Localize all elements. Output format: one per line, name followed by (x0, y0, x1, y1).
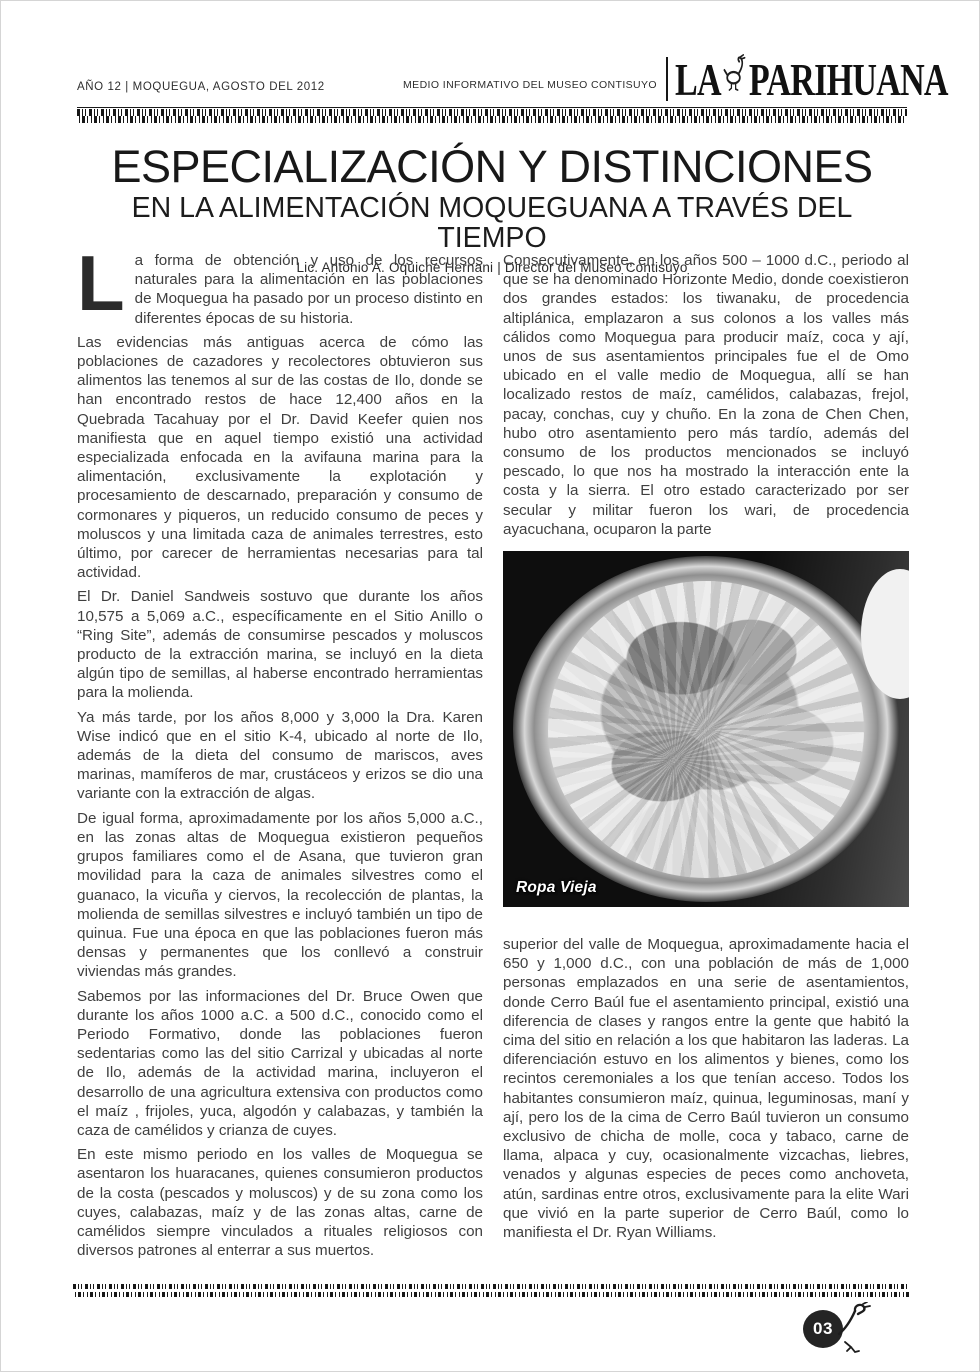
paragraph: En este mismo periodo en los valles de Moquegua se asentaron los huaracanes, quienes consumieron productos de la costa (pescados y moluscos) y de su zona como los cuyes, calabazas, maíz y de las zonas altas, carne de camélidos siempre vinculados a rituales religiosos con diversos patrones al enterrar a sus muertos. (77, 1146, 483, 1260)
article-body (77, 239, 909, 1265)
decorative-border-bottom (73, 1282, 909, 1299)
right-column (503, 251, 909, 1265)
masthead-divider (666, 57, 668, 101)
paragraph: superior del valle de Moquegua, aproximadamente hacia el 650 y 1,000 d.C., con una población de más de 1,000 personas emplazados en una serie de asentamientos, donde Cerro Baúl fue el asentamiento principal, existió una diferencia de clases y rangos entre la gente que habitó la cima del sitio en relación a los que habitaron las laderas. La diferenciación estuvo en los alimentos y bienes, como los recintos ceremoniales a los que tenían acceso. Todos los habitantes consumieron maíz, quinua, leguminosas, maní y ají, pero los de la cima de Cerro Baúl tuvieron un consumo exclusivo de chicha de molle, coca y tabaco, carne de llama, alpaca y cuy, ocasionalmente vizcachas, liebres, venados y algunas especies de peces como anchoveta, atún, sardinas entre otros, exclusivamente para la elite Wari que vivió en la parte superior de Cerro Baúl, como lo manifiesta el Dr. Ryan Williams. (503, 936, 909, 1242)
parihuana-bird-icon (722, 53, 747, 99)
masthead-la: LA (675, 54, 721, 105)
paragraph: Sabemos por las informaciones del Dr. Bruce Owen que durante los años 1000 a.C. a 500 d.C., conocido como el Periodo Formativo, donde las poblaciones fueron sedentarias como las del sitio Carrizal y ubicadas al norte de Ilo, además de la actividad marina, incluyeron el desarrollo de una agricultura extensiva con productos como el maíz , frijoles, yuca, algodón y calabazas, y también la caza de camélidos y crianza de cuyes. (77, 987, 483, 1139)
photo-caption: Ropa Vieja (516, 879, 597, 897)
paragraph: De igual forma, aproximadamente por los años 5,000 a.C., en las zonas altas de Moquegua existieron pequeños grupos familiares como el de Asana, que tuvieron gran movilidad para la caza de animales silvestres como el guanaco, la vicuña y ciervos, la recolección de plantas, la molienda de semillas silvestres e incluyó también un tipo de quinua. Fue una época en que las poblaciones fueron más densas y permanentes que los conllevó a construir viviendas más grandes. (77, 809, 483, 981)
ropa-vieja-photo (503, 551, 909, 907)
footer-bird-icon (833, 1302, 875, 1361)
page-header (77, 53, 948, 105)
paragraph (77, 239, 483, 328)
glass-plate (513, 556, 899, 901)
masthead-group (403, 53, 948, 105)
left-column (77, 239, 483, 1265)
article-subtitle: EN LA ALIMENTACIÓN MOQUEGUANA A TRAVÉS DEL TIEMPO (131, 192, 853, 255)
masthead-parihuana: PARIHUANA (748, 54, 948, 105)
paragraph-text: a forma de obtención y uso de los recursos naturales para la alimentación en las poblaciones de Moquegua ha pasado por un proceso distinto en diferentes épocas de su historia. (134, 252, 483, 327)
paragraph: El Dr. Daniel Sandweis sostuvo que durante los años 10,575 a 5,069 a.C., específicamente en el Sitio Anillo o “Ring Site”, además de consumirse pescados y moluscos producto de la extracción marina, se incluyó en la dieta algún tipo de semillas, al haberse encontrado herramientas para la molienda. (77, 588, 483, 702)
paragraph: Consecutivamente, en los años 500 – 1000 d.C., periodo al que se ha denominado Horizonte Medio, donde coexistieron dos grandes estados: los tiwanaku, de procedencia altiplánica, emplazaron a sus colonos a los valles más cálidos como Moquegua para producir maíz, coca y ají, unos de sus asentamientos principales fue el de Omo ubicado en el valle medio de Moquegua, allí se han localizado restos de maíz, camélidos, calabazas, frejol, pacay, conchas, cuy y chuño. En la zona de Chen Chen, hubo otro asentamiento pero más tardío, además del consumo de los productos mencionados se incluyó pescado, lo que nos ha mostrado la interacción ente la costa y la sierra. El otro estado caracterizado por ser secular y militar fueron los wari, de procedencia ayacuchana, ocuparon la parte (503, 252, 909, 538)
page-number-badge: 03 (803, 1310, 843, 1348)
page-number-row (73, 1304, 909, 1356)
shredded-dish (548, 581, 864, 878)
tagline: MEDIO INFORMATIVO DEL MUSEO CONTISUYO (403, 79, 657, 91)
edition-date: AÑO 12 | MOQUEGUA, AGOSTO DEL 2012 (77, 81, 325, 93)
masthead-title (675, 53, 948, 105)
drop-cap: L (77, 239, 125, 327)
byline: Lic. Antonio A. Oquiche Hernani | Director del Museo Contisuyo (296, 260, 688, 276)
decorative-border-top (77, 107, 907, 124)
page-footer (73, 1282, 909, 1356)
paragraph: Ya más tarde, por los años 8,000 y 3,000 la Dra. Karen Wise indicó que en el sitio K-4, ubicado al norte de Ilo, además de la dieta del consumo de mariscos, aves marinas, mamíferos de mar, crustáceos y erizos se dio una variante con la extracción de algas. (77, 708, 483, 803)
article-title: ESPECIALIZACIÓN Y DISTINCIONES (111, 141, 873, 192)
paragraph: Las evidencias más antiguas acerca de cómo las poblaciones de cazadores y recolectores obtuvieron sus alimentos las tenemos al sur de las costas de Ilo, donde se han encontrado restos de hace 12,400 años en la Quebrada Tacahuay por el Dr. David Keefer quien nos manifiesta que en aquel tiempo existió una actividad especializada enfocada en la avifauna marina para la alimentación, exclusivamente la explotación y procesamiento de descarnado, preparación y consumo de cormonares y piqueros, un reducido consumo de peces y moluscos y una limitada caza de animales terrestres, esto último, por carecer de herramientas necesarias para tal actividad. (77, 333, 483, 582)
